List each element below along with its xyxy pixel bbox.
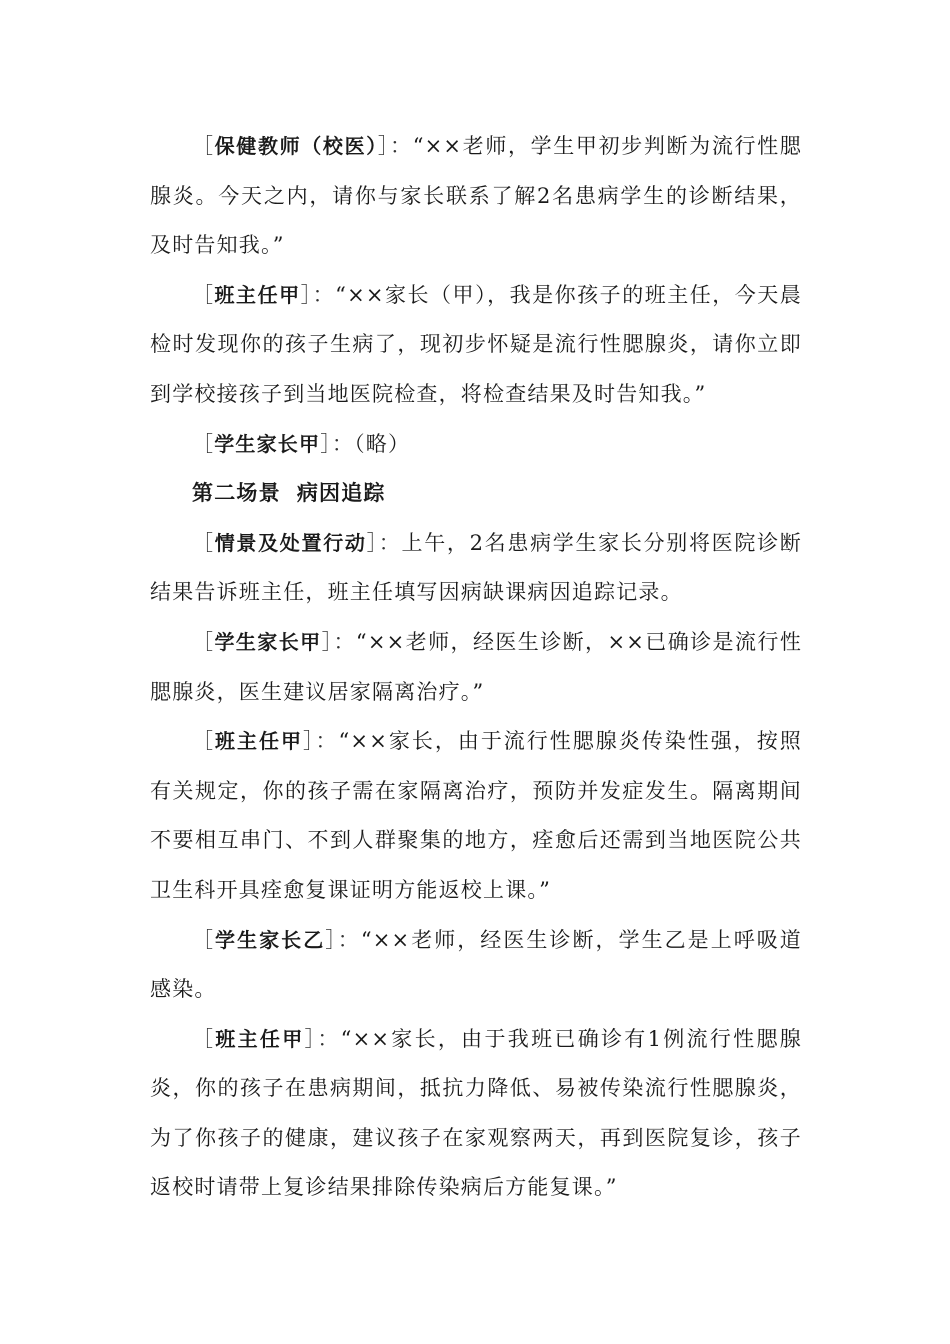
scene-title: 病因追踪 — [296, 481, 386, 506]
dialogue-text: 上午，2名患病学生家长分别将医院诊断结果告诉班主任，班主任填写因病缺课病因追踪记录。 — [150, 530, 802, 605]
dialogue-text: “××家长，由于我班已确诊有1例流行性腮腺炎，你的孩子在患病期间，抵抗力降低、易被传染流行性腮腺炎，为了你孩子的健康，建议孩子在家观察两天，再到医院复诊，孩子返校时请带上复诊结果排除传染病后方能复课。” — [150, 1026, 802, 1200]
speaker-label: 情景及处置行动 — [214, 530, 367, 555]
bracket-open: ［ — [192, 282, 215, 307]
dialogue-text: “××老师，学生甲初步判断为流行性腮腺炎。今天之内，请你与家长联系了解2名患病学生的诊断结果，及时告知我。” — [150, 134, 802, 258]
bracket-close: ］： — [300, 282, 336, 307]
bracket-close: ］： — [321, 629, 356, 654]
speaker-label: 班主任甲 — [214, 282, 301, 307]
bracket-close: ］： — [377, 134, 413, 158]
dialogue-text: （略） — [354, 431, 411, 456]
paragraph-head-teacher-2 — [150, 717, 802, 915]
paragraph-head-teacher — [150, 271, 802, 420]
speaker-label: 保健教师（校医） — [214, 134, 378, 158]
bracket-open: ［ — [192, 1026, 216, 1051]
bracket-open: ［ — [192, 431, 215, 456]
bracket-close: ］： — [304, 1026, 341, 1051]
bracket-open: ［ — [192, 134, 215, 158]
speaker-label: 班主任甲 — [215, 729, 303, 754]
document-body — [150, 122, 802, 1213]
dialogue-text: “××家长（甲），我是你孩子的班主任，今天晨检时发现你的孩子生病了，现初步怀疑是流行性腮腺炎，请你立即到学校接孩子到当地医院检查，将检查结果及时告知我。” — [150, 282, 803, 406]
scene-number: 第二场景 — [192, 481, 281, 506]
speaker-label: 班主任甲 — [215, 1026, 305, 1051]
bracket-close: ］： — [366, 530, 402, 555]
speaker-label: 学生家长乙 — [215, 927, 326, 952]
paragraph-scenario — [150, 519, 802, 618]
speaker-label: 学生家长甲 — [214, 431, 321, 456]
paragraph-school-doctor — [150, 122, 802, 271]
bracket-open: ［ — [192, 629, 215, 654]
bracket-open: ［ — [192, 530, 215, 555]
bracket-close: ］： — [325, 927, 361, 952]
bracket-close: ］： — [303, 729, 339, 754]
dialogue-text: “××家长，由于流行性腮腺炎传染性强，按照有关规定，你的孩子需在家隔离治疗，预防并发症发生。隔离期间不要相互串门、不到人群聚集的地方，痊愈后还需到当地医院公共卫生科开具痊愈复课证明方能返校上课。” — [150, 729, 802, 902]
bracket-open: ［ — [192, 927, 216, 952]
paragraph-parent-a — [150, 420, 802, 470]
paragraph-parent-b — [150, 916, 802, 1015]
paragraph-parent-a-2 — [150, 618, 802, 717]
paragraph-head-teacher-3 — [150, 1015, 802, 1213]
scene-heading — [150, 469, 802, 519]
bracket-close: ］： — [320, 431, 355, 456]
dialogue-text: “××老师，经医生诊断，××已确诊是流行性腮腺炎，医生建议居家隔离治疗。” — [150, 629, 803, 704]
speaker-label: 学生家长甲 — [214, 629, 322, 654]
dialogue-text: “××老师，经医生诊断，学生乙是上呼吸道感染。 — [150, 927, 803, 1002]
bracket-open: ［ — [192, 729, 215, 754]
